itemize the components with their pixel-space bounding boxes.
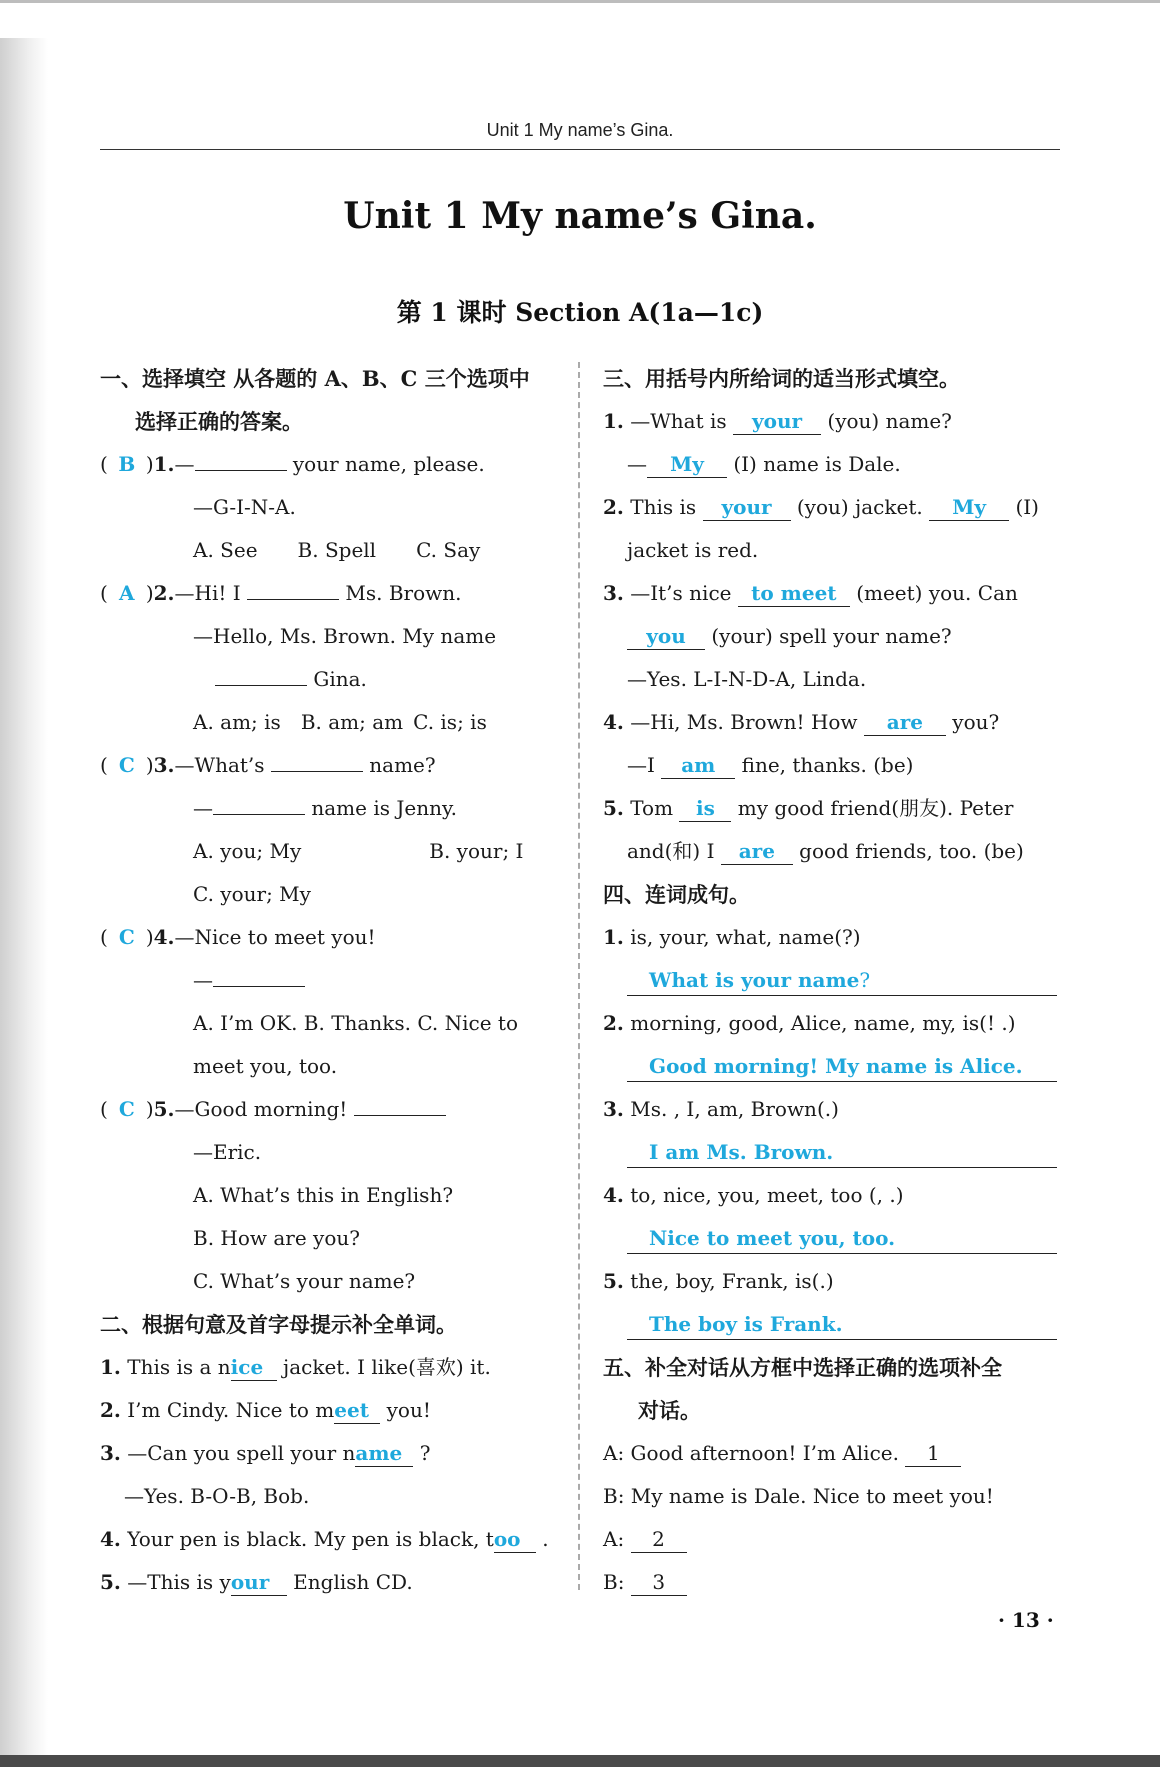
mc-line: Gina. <box>100 658 560 701</box>
mc-question-2: ( A )2.—Hi! I Ms. Brown. <box>100 572 560 615</box>
mc-line: — name is Jenny. <box>193 796 457 820</box>
fill-item-5: 5. Tom is my good friend(朋友). Peter <box>603 796 1014 820</box>
top-border <box>0 0 1160 3</box>
dialogue-line-3: A: 2 <box>603 1518 1065 1561</box>
answer-blank: am <box>661 752 735 779</box>
left-column <box>100 357 560 1604</box>
word-item-2: 2. I’m Cindy. Nice to meet you! <box>100 1398 431 1422</box>
word-item-4: 4. Your pen is black. My pen is black, too . <box>100 1527 549 1551</box>
dialogue-line-1: A: Good afternoon! I’m Alice. 1 <box>603 1432 1065 1475</box>
dialogue-blank: 2 <box>631 1526 687 1553</box>
right-column <box>603 357 1065 1604</box>
section-5-heading-cont: 对话。 <box>638 1398 701 1423</box>
section-4-heading: 四、连词成句。 <box>603 882 750 907</box>
answer-blank: are <box>864 709 946 736</box>
running-header: Unit 1 My name’s Gina. <box>486 120 674 140</box>
fill-item-4: 4. —Hi, Ms. Brown! How are you? <box>603 710 1000 734</box>
answer-blank: is <box>679 795 731 822</box>
answer-choice: B <box>118 452 136 476</box>
page-title: Unit 1 My name’s Gina. <box>343 195 817 237</box>
fill-item-5-cont: and(和) I are good friends, too. (be) <box>627 839 1024 863</box>
answer-blank: you <box>627 623 705 650</box>
sentence-item-5: 5. the, boy, Frank, is(.) <box>603 1269 834 1293</box>
answer-choice: A <box>119 581 135 605</box>
mc-options: A. What’s this in English? <box>193 1183 454 1207</box>
word-item-3: 3. —Can you spell your name ? <box>100 1441 431 1465</box>
fill-item-3-reply: —Yes. L-I-N-D-A, Linda. <box>627 667 867 691</box>
mc-options: C. What’s your name? <box>193 1269 416 1293</box>
sentence-answer-1: What is your name? <box>603 959 1065 1002</box>
dialogue-blank: 1 <box>905 1440 961 1467</box>
page-number: · 13 · <box>998 1608 1054 1632</box>
dialogue-line-4: B: 3 <box>603 1561 1065 1604</box>
fill-item-2-cont: jacket is red. <box>627 538 759 562</box>
mc-question-1: ( B )1.— your name, please. <box>100 443 560 486</box>
answer-blank: ame <box>355 1440 413 1467</box>
fill-item-2: 2. This is your (you) jacket. My (I) <box>603 495 1039 519</box>
column-divider <box>578 362 580 1590</box>
answer-blank: My <box>929 494 1009 521</box>
word-item-3-cont: —Yes. B-O-B, Bob. <box>124 1484 310 1508</box>
word-item-1: 1. This is a nice jacket. I like(喜欢) it. <box>100 1355 491 1379</box>
mc-line: —Hello, Ms. Brown. My name <box>193 624 497 648</box>
fill-item-1: 1. —What is your (you) name? <box>603 409 952 433</box>
mc-options: A. I’m OK. B. Thanks. C. Nice to <box>193 1011 518 1035</box>
answer-blank <box>271 771 363 772</box>
sentence-item-4: 4. to, nice, you, meet, too (, .) <box>603 1183 904 1207</box>
fill-item-4-cont: —I am fine, thanks. (be) <box>627 753 914 777</box>
answer-blank: My <box>647 451 727 478</box>
answer-choice: C <box>118 753 135 777</box>
answer-blank <box>215 685 307 686</box>
bottom-border <box>0 1755 1160 1767</box>
answer-blank <box>247 599 339 600</box>
fill-item-1-cont: — My (I) name is Dale. <box>627 452 901 476</box>
fill-item-3: 3. —It’s nice to meet (meet) you. Can <box>603 581 1018 605</box>
mc-options: C. your; My <box>193 882 311 906</box>
mc-question-4: ( C )4.—Nice to meet you! <box>100 916 560 959</box>
sentence-answer-2: Good morning! My name is Alice. <box>603 1045 1065 1088</box>
word-item-5: 5. —This is your English CD. <box>100 1570 413 1594</box>
sentence-item-2: 2. morning, good, Alice, name, my, is(! .) <box>603 1011 1016 1035</box>
answer-blank: your <box>733 408 821 435</box>
section-5-heading: 五、补全对话从方框中选择正确的选项补全 <box>603 1355 1002 1380</box>
fill-item-3-cont: you (your) spell your name? <box>603 615 1065 658</box>
answer-choice: C <box>118 1097 135 1121</box>
answer-blank: oo <box>494 1526 536 1553</box>
answer-choice: C <box>118 925 135 949</box>
mc-options: B. How are you? <box>193 1226 360 1250</box>
sentence-item-1: 1. is, your, what, name(?) <box>603 925 861 949</box>
dialogue-line-2: B: My name is Dale. Nice to meet you! <box>603 1484 994 1508</box>
answer-blank: your <box>703 494 791 521</box>
answer-blank: ice <box>231 1354 277 1381</box>
mc-line: — <box>100 959 560 1002</box>
sentence-answer-5: The boy is Frank. <box>603 1303 1065 1346</box>
header-rule <box>100 149 1060 150</box>
sentence-item-3: 3. Ms. , I, am, Brown(.) <box>603 1097 839 1121</box>
answer-blank <box>213 814 305 815</box>
answer-blank: to meet <box>738 580 850 607</box>
section-1-heading: 一、选择填空 从各题的 A、B、C 三个选项中 <box>100 366 530 391</box>
section-1-heading-cont: 选择正确的答案。 <box>135 409 303 434</box>
mc-options: A. you; My B. your; I <box>193 839 524 863</box>
answer-blank: eet <box>334 1397 380 1424</box>
answer-blank <box>213 986 305 987</box>
answer-blank <box>195 470 287 471</box>
lesson-subtitle: 第 1 课时 Section A(1a—1c) <box>396 298 764 327</box>
mc-line: —G-I-N-A. <box>193 495 296 519</box>
mc-question-3: ( C )3.—What’s name? <box>100 744 560 787</box>
answer-blank: are <box>721 838 793 865</box>
answer-blank <box>354 1115 446 1116</box>
mc-options: A. See B. Spell C. Say <box>193 538 481 562</box>
page-gutter-shadow <box>0 38 48 1758</box>
sentence-answer-4: Nice to meet you, too. <box>603 1217 1065 1260</box>
mc-options: meet you, too. <box>193 1054 338 1078</box>
section-2-heading: 二、根据句意及首字母提示补全单词。 <box>100 1312 457 1337</box>
mc-line: —Eric. <box>193 1140 262 1164</box>
answer-blank: our <box>231 1569 287 1596</box>
dialogue-blank: 3 <box>631 1569 687 1596</box>
mc-options: A. am; is B. am; am C. is; is <box>193 710 487 734</box>
mc-question-5: ( C )5.—Good morning! <box>100 1088 560 1131</box>
section-3-heading: 三、用括号内所给词的适当形式填空。 <box>603 366 960 391</box>
sentence-answer-3: I am Ms. Brown. <box>603 1131 1065 1174</box>
